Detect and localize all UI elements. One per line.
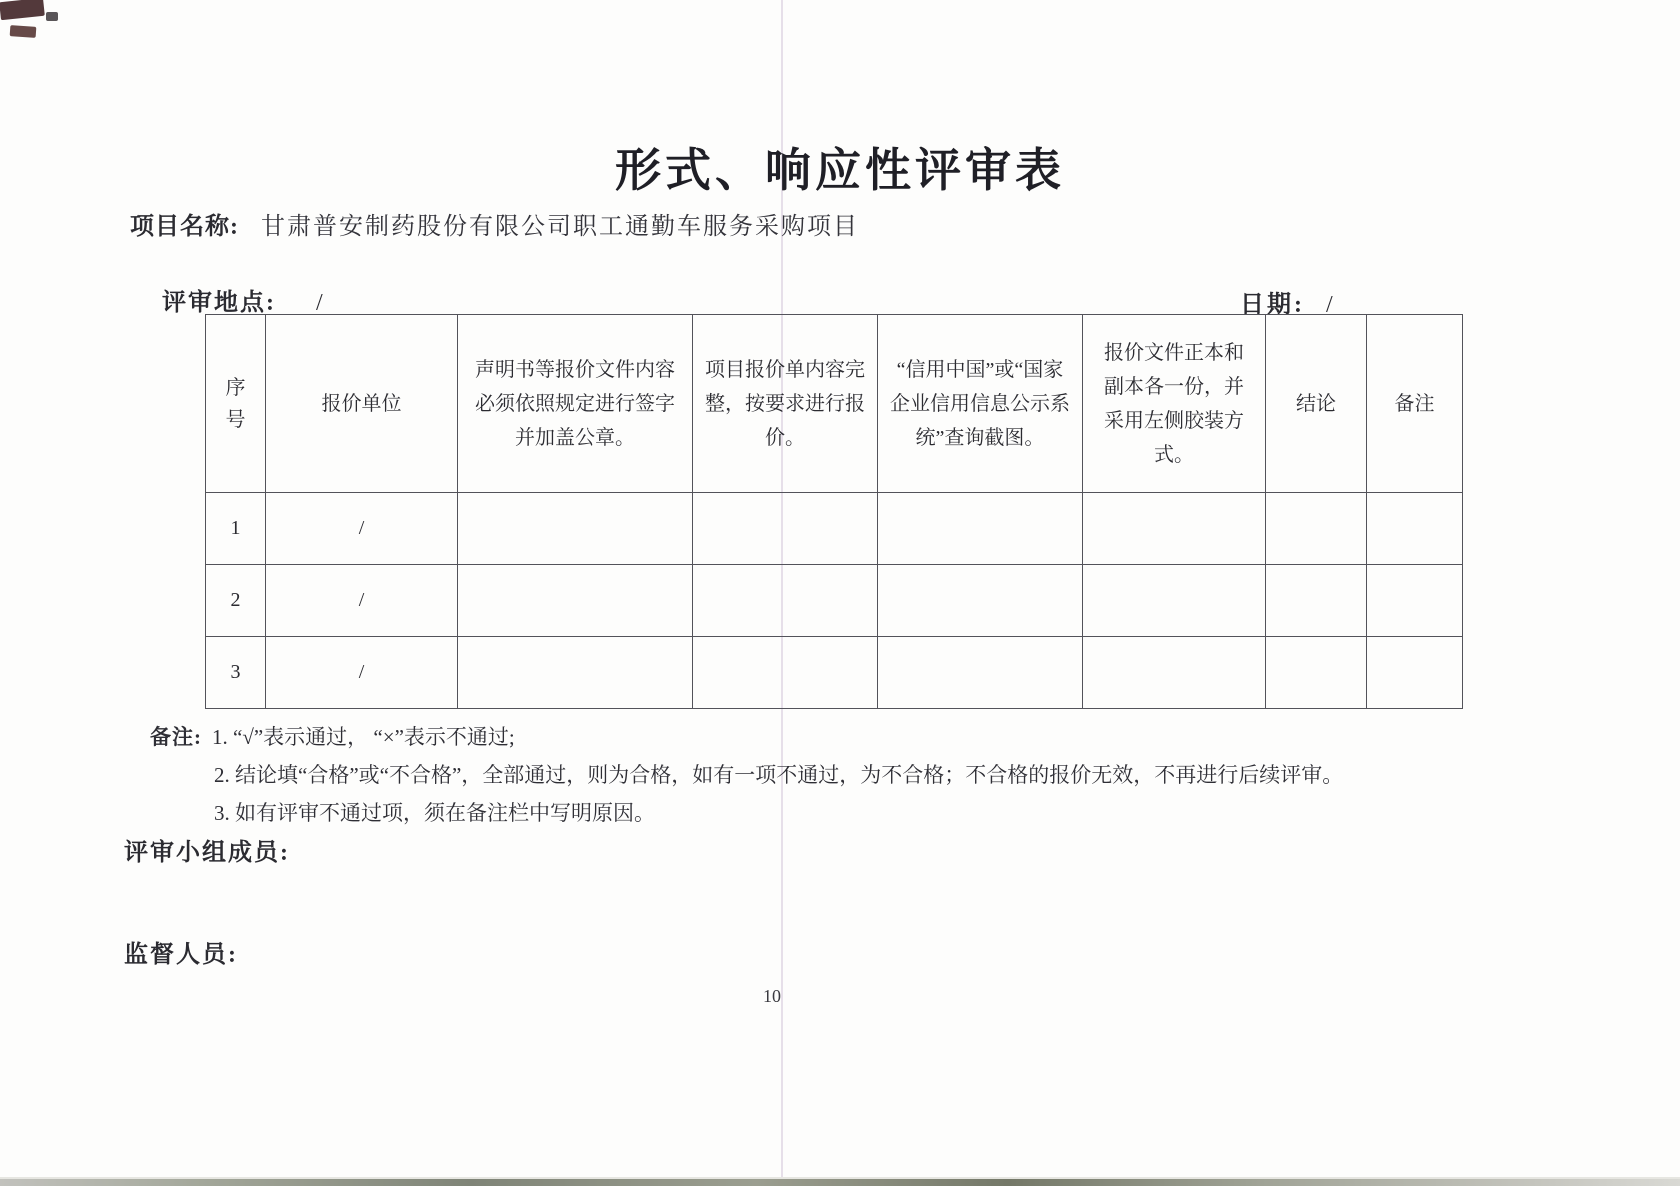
cell-declaration	[458, 637, 693, 709]
cell-seq: 3	[206, 637, 266, 709]
note-item-3: 3. 如有评审不通过项，须在备注栏中写明原因。	[214, 801, 655, 825]
notes-section	[150, 718, 1550, 832]
cell-credit	[878, 493, 1083, 565]
review-location-label: 评审地点:	[162, 290, 276, 316]
header-seq-no: 序号	[206, 315, 266, 493]
header-credit-screenshot: “信用中国”或“国家企业信用信息公示系统”查询截图。	[878, 315, 1083, 493]
page-title: 形式、响应性评审表	[615, 145, 1065, 196]
project-name-value: 甘肃普安制药股份有限公司职工通勤车服务采购项目	[261, 214, 859, 240]
cell-binding	[1083, 637, 1266, 709]
header-bidder: 报价单位	[266, 315, 458, 493]
cell-credit	[878, 565, 1083, 637]
cell-quotation	[693, 493, 878, 565]
date-label: 日期:	[1240, 292, 1305, 318]
header-original-duplicate-binding: 报价文件正本和副本各一份，并采用左侧胶装方式。	[1083, 315, 1266, 493]
scan-bottom-edge	[0, 1179, 1680, 1186]
review-panel-members-label: 评审小组成员:	[124, 840, 290, 866]
table-row	[206, 493, 1463, 565]
table-row	[206, 565, 1463, 637]
supervisor-label: 监督人员:	[124, 942, 238, 968]
review-location-value: /	[316, 290, 325, 316]
cell-declaration	[458, 493, 693, 565]
header-quotation-complete: 项目报价单内容完整，按要求进行报价。	[693, 315, 878, 493]
page-number: 10	[763, 986, 781, 1006]
scan-corner-artifact	[46, 12, 58, 21]
cell-conclusion	[1266, 493, 1367, 565]
header-conclusion: 结论	[1266, 315, 1367, 493]
review-table	[205, 314, 1463, 709]
cell-declaration	[458, 565, 693, 637]
cell-seq: 1	[206, 493, 266, 565]
cell-bidder: /	[266, 565, 458, 637]
cell-quotation	[693, 637, 878, 709]
note-item-2: 2. 结论填“合格”或“不合格”，全部通过，则为合格，如有一项不通过，为不合格；不合格的报价无效，不再进行后续评审。	[214, 763, 1344, 787]
date-value: /	[1326, 292, 1336, 318]
cell-conclusion	[1266, 637, 1367, 709]
header-remarks: 备注	[1367, 315, 1463, 493]
project-name-label: 项目名称:	[130, 214, 239, 240]
cell-quotation	[693, 565, 878, 637]
cell-seq: 2	[206, 565, 266, 637]
cell-remarks	[1367, 637, 1463, 709]
table-row	[206, 637, 1463, 709]
cell-binding	[1083, 565, 1266, 637]
table-header-row	[206, 315, 1463, 493]
scan-corner-artifact	[0, 0, 45, 20]
cell-bidder: /	[266, 493, 458, 565]
cell-conclusion	[1266, 565, 1367, 637]
cell-bidder: /	[266, 637, 458, 709]
cell-credit	[878, 637, 1083, 709]
project-name-line	[130, 206, 859, 241]
note-line-1	[150, 718, 1550, 756]
review-location-line	[162, 282, 325, 317]
cell-remarks	[1367, 565, 1463, 637]
notes-label: 备注:	[150, 725, 202, 749]
header-declaration-signed-sealed: 声明书等报价文件内容必须依照规定进行签字并加盖公章。	[458, 315, 693, 493]
note-item-1: 1. “√”表示通过， “×”表示不通过;	[212, 725, 515, 749]
cell-binding	[1083, 493, 1266, 565]
scan-corner-artifact	[10, 25, 37, 38]
cell-remarks	[1367, 493, 1463, 565]
